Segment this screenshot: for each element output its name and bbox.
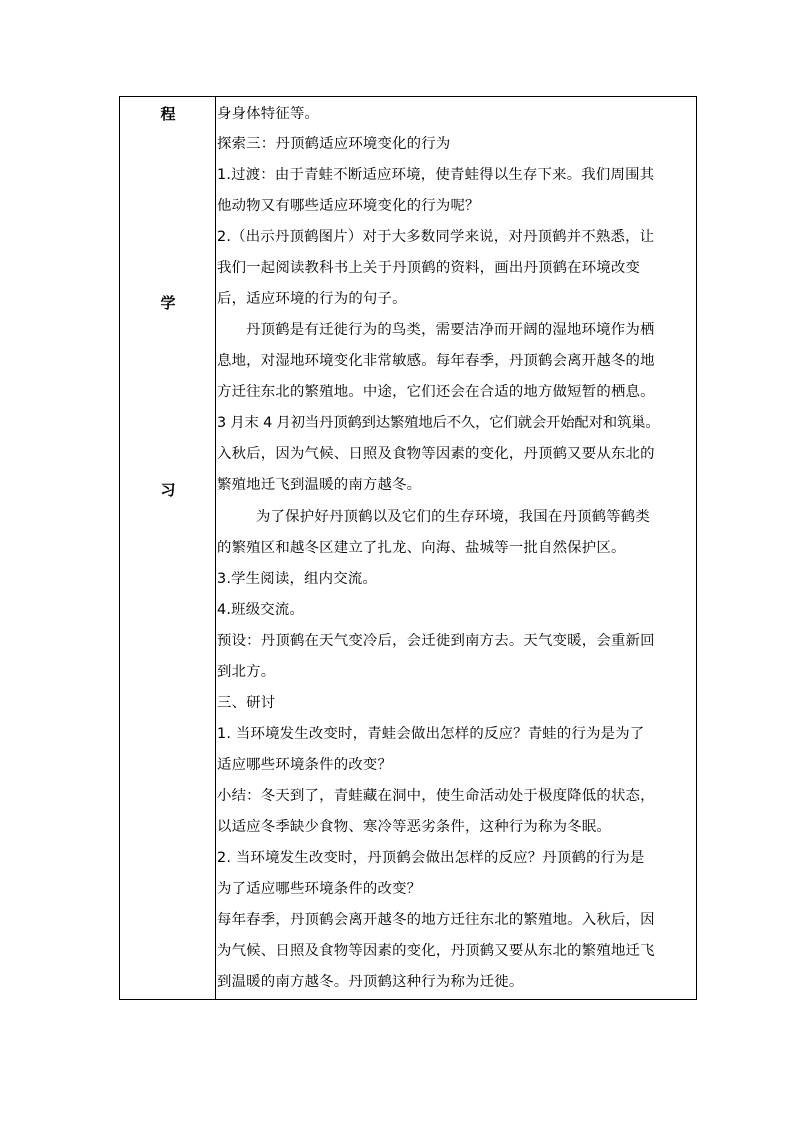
text-line: 每年春季，丹顶鹤会离开越冬的地方迁往东北的繁殖地。入秋后，因 [217, 912, 655, 928]
text-line: 丹顶鹤是有迁徙行为的鸟类，需要洁净而开阔的湿地环境作为栖 [246, 322, 655, 338]
text-line: 预设：丹顶鹤在天气变冷后，会迁徙到南方去。天气变暖，会重新回 [217, 633, 655, 649]
text-line: 为了适应哪些环境条件的改变？ [217, 881, 422, 897]
text-line: 到北方。 [217, 664, 276, 680]
text-line: 为了保护好丹顶鹤以及它们的生存环境，我国在丹顶鹤等鹤类 [256, 509, 650, 525]
text-line: 适应哪些环境条件的改变？ [217, 757, 393, 773]
side-label-xi: 习 [160, 481, 176, 499]
side-label-cheng: 程 [160, 105, 176, 123]
lesson-table [119, 96, 697, 1000]
side-label-xue: 学 [160, 294, 176, 312]
text-line: 为气候、日照及食物等因素的变化，丹顶鹤又要从东北的繁殖地迁飞 [217, 943, 655, 959]
text-line: 他动物又有哪些适应环境变化的行为呢？ [217, 198, 480, 214]
text-line: 1.过渡：由于青蛙不断适应环境，使青蛙得以生存下来。我们周围其 [217, 167, 655, 183]
text-line: 方迁往东北的繁殖地。中途，它们还会在合适的地方做短暂的栖息。 [217, 384, 655, 400]
text-line: 三、研讨 [217, 695, 276, 711]
text-line: 探索三：丹顶鹤适应环境变化的行为 [217, 136, 451, 152]
text-line: 3 月末 4 月初当丹顶鹤到达繁殖地后不久，它们就会开始配对和筑巢。 [217, 415, 660, 431]
text-line: 1. 当环境发生改变时，青蛙会做出怎样的反应？青蛙的行为是为了 [217, 726, 645, 742]
text-line: 我们一起阅读教科书上关于丹顶鹤的资料，画出丹顶鹤在环境改变 [217, 260, 641, 276]
text-line: 到温暖的南方越冬。丹顶鹤这种行为称为迁徙。 [217, 974, 524, 990]
text-line: 以适应冬季缺少食物、寒冷等恶劣条件，这种行为称为冬眠。 [217, 819, 611, 835]
content-column [217, 97, 697, 999]
text-line: 3.学生阅读，组内交流。 [217, 571, 378, 587]
text-line: 息地，对湿地环境变化非常敏感。每年春季，丹顶鹤会离开越冬的地 [217, 353, 655, 369]
process-column [120, 97, 216, 999]
text-line: 后，适应环境的行为的句子。 [217, 291, 407, 307]
text-line: 小结：冬天到了，青蛙藏在洞中，使生命活动处于极度降低的状态， [217, 788, 655, 804]
text-line: 的繁殖区和越冬区建立了扎龙、向海、盐城等一批自然保护区。 [217, 540, 626, 556]
text-line: 2. 当环境发生改变时，丹顶鹤会做出怎样的反应？丹顶鹤的行为是 [217, 850, 645, 866]
text-line: 2.（出示丹顶鹤图片）对于大多数同学来说，对丹顶鹤并不熟悉，让 [217, 229, 655, 245]
text-line: 繁殖地迁飞到温暖的南方越冬。 [217, 477, 422, 493]
text-line: 身身体特征等。 [217, 106, 320, 122]
text-line: 4.班级交流。 [217, 602, 305, 618]
text-line: 入秋后，因为气候、日照及食物等因素的变化，丹顶鹤又要从东北的 [217, 446, 655, 462]
